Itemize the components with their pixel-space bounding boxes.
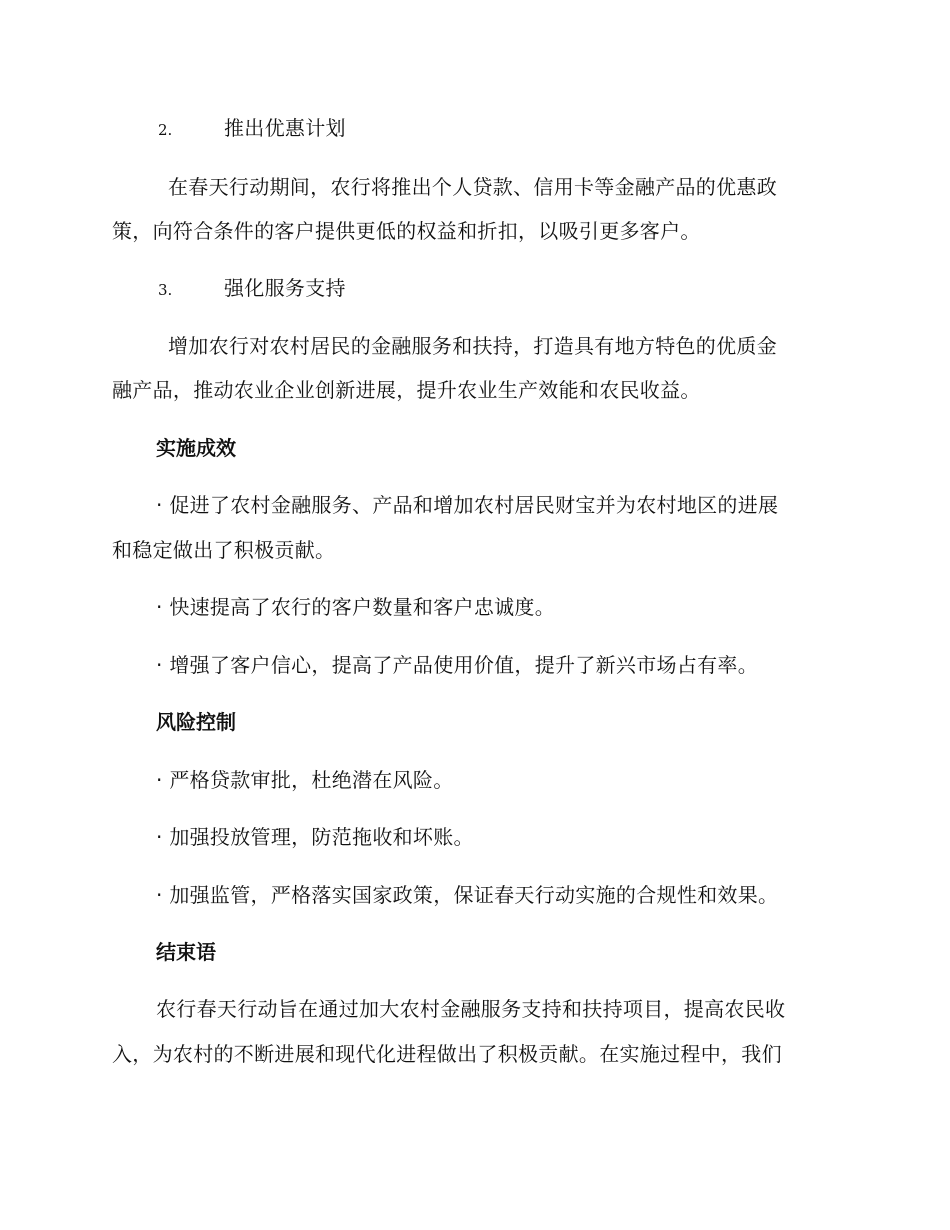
item-3-paragraph-line-1: 增加农行对农村居民的金融服务和扶持，打造具有地方特色的优质金: [168, 334, 777, 358]
risk-heading: 风险控制: [156, 710, 236, 734]
item-2-paragraph-line-1: 在春天行动期间，农行将推出个人贷款、信用卡等金融产品的优惠政: [168, 175, 777, 199]
risk-bullet-2: · 加强投放管理，防范拖收和坏账。: [156, 825, 474, 849]
item-3-number: 3.: [158, 281, 173, 299]
results-bullet-1-line-1: · 促进了农村金融服务、产品和增加农村居民财宝并为农村地区的进展: [156, 493, 779, 517]
item-2-title: 推出优惠计划: [224, 116, 346, 140]
conclusion-paragraph-line-2: 入，为农村的不断进展和现代化进程做出了积极贡献。在实施过程中，我们: [112, 1042, 782, 1066]
item-3-paragraph-line-2: 融产品，推动农业企业创新进展，提升农业生产效能和农民收益。: [112, 378, 701, 402]
item-3-title: 强化服务支持: [224, 276, 346, 300]
risk-bullet-3: · 加强监管，严格落实国家政策，保证春天行动实施的合规性和效果。: [156, 883, 779, 907]
results-bullet-2: · 快速提高了农行的客户数量和客户忠诚度。: [156, 595, 556, 619]
item-2-number: 2.: [158, 121, 173, 139]
results-heading: 实施成效: [156, 436, 236, 460]
conclusion-paragraph-line-1: 农行春天行动旨在通过加大农村金融服务支持和扶持项目，提高农民收: [156, 997, 786, 1021]
results-bullet-3: · 增强了客户信心，提高了产品使用价值，提升了新兴市场占有率。: [156, 653, 759, 677]
conclusion-heading: 结束语: [156, 940, 216, 964]
risk-bullet-1: · 严格贷款审批，杜绝潜在风险。: [156, 768, 454, 792]
results-bullet-1-line-2: 和稳定做出了积极贡献。: [112, 538, 336, 562]
item-2-paragraph-line-2: 策，向符合条件的客户提供更低的权益和折扣，以吸引更多客户。: [112, 219, 701, 243]
